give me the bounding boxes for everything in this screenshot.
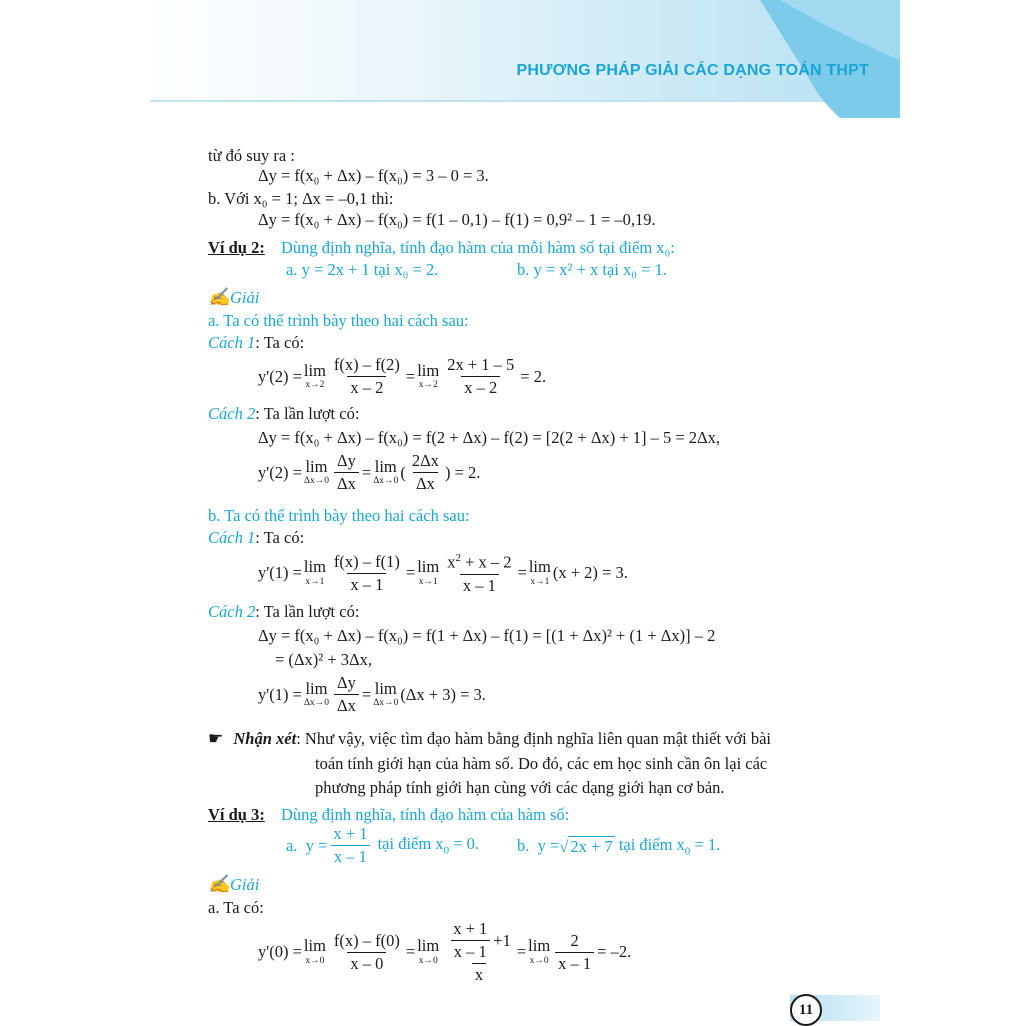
example2-b-method2 [208, 602, 359, 622]
method2-text-b: : Ta lần lượt có: [255, 602, 360, 621]
remark-label: Nhận xét [233, 729, 297, 748]
example2-part-a: a. y = 2x + 1 tại x₀ = 2. [286, 260, 439, 279]
example3-header [208, 805, 569, 825]
formula-y1-method1: y'(1) = lim x→1 $\frac{f(x) - f(1)}{x - 1}$ = lim x→1 $\frac{x^2 + x - 2}{x - 1}$ = lim x→1 (x + 2) = 3. [258, 551, 628, 595]
header-decoration-icon [760, 0, 900, 118]
example2-b-method1 [208, 528, 304, 548]
header-title: PHƯƠNG PHÁP GIẢI CÁC DẠNG TOÁN THPT [516, 62, 869, 79]
intro-line-2: Δy = f(x₀ + Δx) – f(x₀) = 3 – 0 = 3. [258, 166, 489, 185]
example2-b-method2-line1: Δy = f(x₀ + Δx) – f(x₀) = f(1 + Δx) – f(1) = [(1 + Δx)² + (1 + Δx)] – 2 [258, 626, 716, 645]
pen-icon: ✍ [208, 287, 231, 307]
intro-line-3: b. Với x₀ = 1; Δx = –0,1 thì: [208, 189, 394, 208]
example3-label: Ví dụ 3: [208, 805, 265, 824]
example3-a-intro: a. Ta có: [208, 898, 264, 917]
page-number: 11 [790, 994, 822, 1026]
example2-a-method1 [208, 333, 304, 353]
example2-prompt: Dùng định nghĩa, tính đạo hàm của mỗi hàm số tại điểm x₀: [280, 238, 675, 257]
formula-y2-method2: y'(2) = lim Δx→0 $\frac{\Delta y}{\Delta x}$ = lim Δx→0 ( $\frac{2\Delta x}{\Delta x}$ ) = 2. [258, 451, 481, 494]
method1-text: : Ta có: [255, 333, 305, 352]
example2-part-b: b. y = x² + x tại x₀ = 1. [517, 260, 667, 279]
intro-line-4: Δy = f(x₀ + Δx) – f(x₀) = f(1 – 0,1) – f(1) = 0,9² – 1 = –0,19. [258, 210, 656, 229]
example2-a-intro: a. Ta có thể trình bày theo hai cách sau: [208, 311, 469, 330]
remark-line-1 [208, 729, 771, 749]
method2-label-b: Cách 2 [208, 602, 256, 621]
remark-line-2: toán tính giới hạn của hàm số. Do đó, các em học sinh cần ôn lại các [315, 754, 768, 773]
example2-header [208, 238, 675, 258]
remark-text-1: : Như vậy, việc tìm đạo hàm bằng định nghĩa liên quan mật thiết với bài [296, 729, 772, 748]
example2-solution-label: Giải [230, 288, 260, 307]
example3-solution [208, 874, 259, 895]
example3-part-a: a. y = $\frac{x + 1}{x - 1}$ tại điểm $x_0 = 0$. [286, 824, 479, 867]
formula-y2-method1: y'(2) = lim x→2 $\frac{f(x) - f(2)}{x - 2}$ = lim x→2 $\frac{2x + 1 - 5}{x - 2}$ = 2. [258, 355, 547, 398]
example2-solution [208, 287, 259, 308]
example2-label: Ví dụ 2: [208, 238, 265, 257]
intro-line-1: từ đó suy ra : [208, 146, 295, 165]
example2-a-method2 [208, 404, 359, 424]
example3-solution-label: Giải [230, 875, 260, 894]
formula-y1-method2: y'(1) = lim Δx→0 $\frac{\Delta y}{\Delta x}$ = lim Δx→0 (Δx + 3) = 3. [258, 673, 486, 716]
pointing-hand-icon: ☛ [208, 729, 224, 748]
example2-b-method2-line2: = (Δx)² + 3Δx, [275, 650, 373, 669]
remark-line-3: phương pháp tính giới hạn cùng với các dạng giới hạn cơ bản. [315, 778, 725, 797]
method1-label-b: Cách 1 [208, 528, 256, 547]
example3-prompt: Dùng định nghĩa, tính đạo hàm của hàm số: [280, 805, 570, 824]
method2-text: : Ta lần lượt có: [255, 404, 360, 423]
method1-text-b: : Ta có: [255, 528, 305, 547]
example2-b-intro: b. Ta có thể trình bày theo hai cách sau: [208, 506, 470, 525]
method2-label: Cách 2 [208, 404, 256, 423]
method1-label: Cách 1 [208, 333, 256, 352]
formula-y0: y'(0) = lim x→0 $\frac{f(x) - f(0)}{x - 0}$ = lim x→0 $\frac{x + 1}{x - 1}$ +1 x = lim x→0 $\frac{2}{x - 1}$ = –2. [258, 919, 632, 985]
example3-part-b: b. y = √ 2x + 7 tại điểm $x_0 = 1$. [517, 835, 721, 858]
pen-icon: ✍ [208, 874, 231, 894]
example2-a-method2-line1: Δy = f(x₀ + Δx) – f(x₀) = f(2 + Δx) – f(2) = [2(2 + Δx) + 1] – 5 = 2Δx, [258, 428, 721, 447]
